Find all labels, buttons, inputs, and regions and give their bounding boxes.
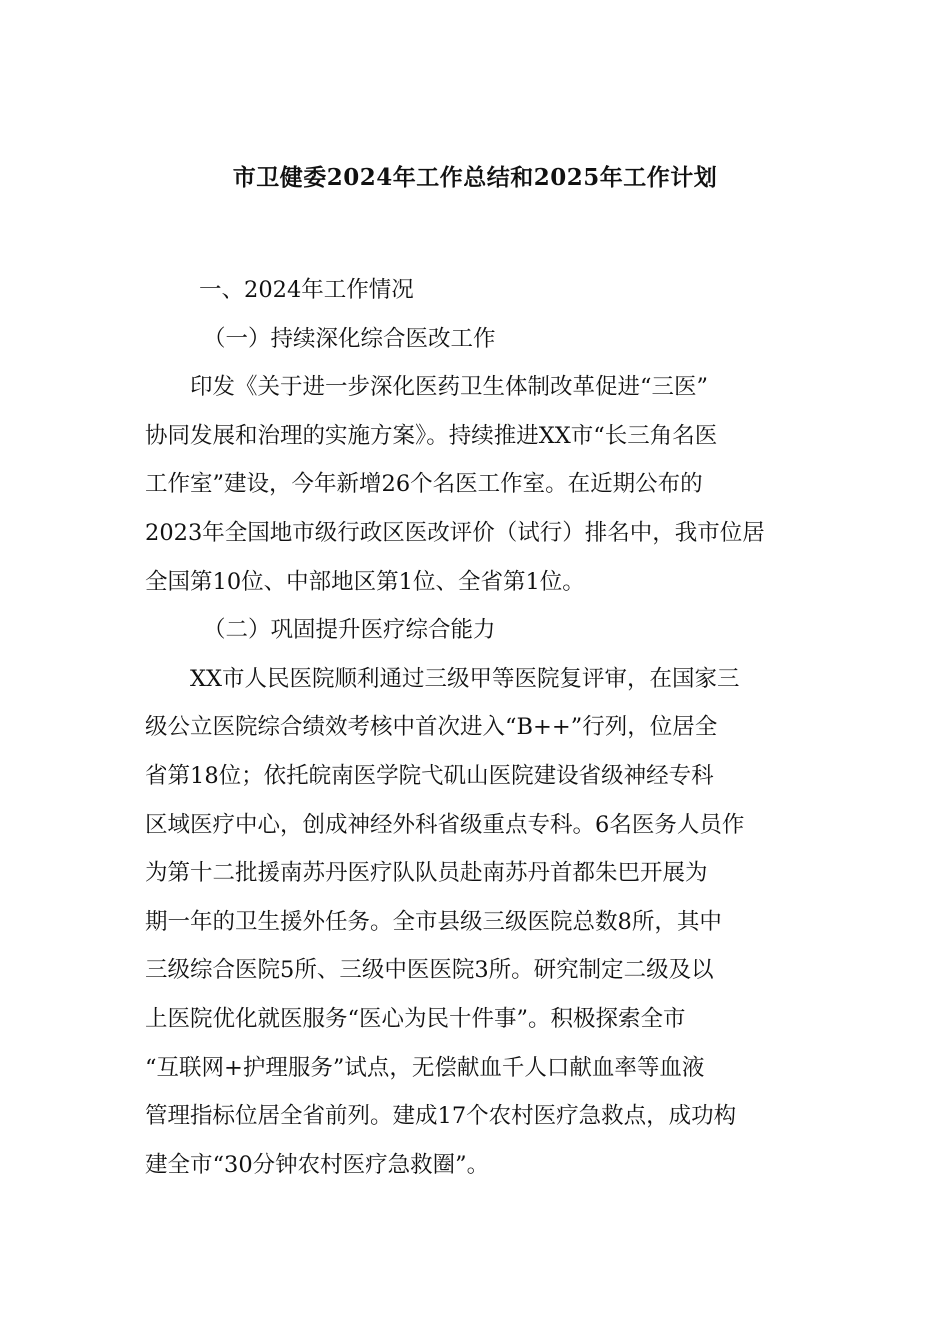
section-heading: 一、2024年工作情况 [199, 277, 414, 303]
paragraph-line: “互联网+护理服务”试点，无偿献血千人口献血率等血液 [145, 1054, 705, 1081]
paragraph-line: 上医院优化就医服务“医心为民十件事”。积极探索全市 [145, 1005, 686, 1032]
paragraph-line: 全国第10位、中部地区第1位、全省第1位。 [145, 568, 585, 595]
paragraph-line: 建全市“30分钟农村医疗急救圈”。 [145, 1151, 490, 1178]
paragraph-line: 为第十二批援南苏丹医疗队队员赴南苏丹首都朱巴开展为 [145, 860, 708, 887]
paragraph-line: 省第18位；依托皖南医学院弋矶山医院建设省级神经专科 [145, 762, 714, 789]
paragraph-line: XX市人民医院顺利通过三级甲等医院复评审，在国家三 [145, 665, 740, 692]
document-body [145, 266, 805, 1189]
paragraph-line: 协同发展和治理的实施方案》。持续推进XX市“长三角名医 [145, 422, 718, 449]
subsection-heading: （二）巩固提升医疗综合能力 [203, 617, 496, 644]
paragraph-line: 三级综合医院5所、三级中医医院3所。研究制定二级及以 [145, 957, 714, 984]
paragraph-line: 期一年的卫生援外任务。全市县级三级医院总数8所，其中 [145, 908, 722, 935]
paragraph-line: 管理指标位居全省前列。建成17个农村医疗急救点，成功构 [145, 1103, 737, 1130]
paragraph-line: 区域医疗中心，创成神经外科省级重点专科。6名医务人员作 [145, 811, 745, 838]
subsection-heading: （一）持续深化综合医改工作 [203, 325, 496, 352]
paragraph-line: 工作室”建设，今年新增26个名医工作室。在近期公布的 [145, 471, 703, 498]
paragraph-line: 级公立医院综合绩效考核中首次进入“B++”行列，位居全 [145, 714, 718, 741]
paragraph-line: 2023年全国地市级行政区医改评价（试行）排名中，我市位居 [145, 519, 765, 546]
document-title: 市卫健委2024年工作总结和2025年工作计划 [232, 164, 718, 191]
paragraph-line: 印发《关于进一步深化医药卫生体制改革促进“三医” [145, 374, 709, 401]
